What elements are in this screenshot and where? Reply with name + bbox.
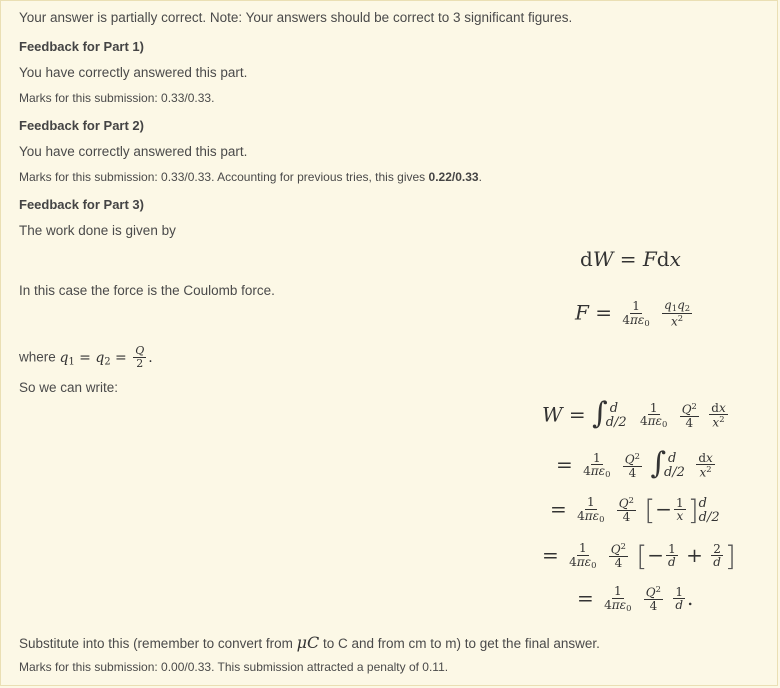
work-integral-row-3: = $\frac{1}{4\pi\varepsilon_0}$ $\frac{Q^2}{4}$ [− $\frac{1}{x}$ ] d d/2	[550, 493, 720, 527]
charge-equation: $q_1 = q_2$ = $\frac{Q}{2}$ .	[59, 344, 153, 370]
part3-marks: Marks for this submission: 0.00/0.33. This submission attracted a penalty of 0.11.	[19, 660, 449, 674]
part1-heading: Feedback for Part 1)	[19, 39, 144, 54]
charge-definition-line	[19, 345, 153, 370]
substitute-text-end: to C and from cm to m) to get the final answer.	[319, 636, 600, 651]
substitute-text-start: Substitute into this (remember to convert from	[19, 636, 297, 651]
microcoulomb-symbol: μC	[296, 633, 320, 652]
work-integral-row-1: W = ∫ d d/2 $\frac{1}{4\pi\varepsilon_0}$ $\frac{Q^2}{4}$ $\frac{dx}{x^2}$	[542, 396, 726, 431]
summary-text: Your answer is partially correct. Note: Your answers should be correct to 3 significant figures.	[19, 10, 573, 25]
part2-marks-prefix: Marks for this submission: 0.33/0.33. Accounting for previous tries, this gives	[19, 170, 429, 184]
part2-marks-adjusted: 0.22/0.33	[428, 170, 479, 184]
part2-marks	[19, 170, 482, 184]
work-differential-equation: dW = Fdx	[580, 247, 681, 271]
coulomb-text: In this case the force is the Coulomb force.	[19, 283, 275, 298]
where-text: where	[19, 349, 60, 365]
part2-message: You have correctly answered this part.	[19, 144, 248, 159]
work-integral-row-4: = $\frac{1}{4\pi\varepsilon_0}$ $\frac{Q^2}{4}$ [− $\frac{1}{d}$ + $\frac{2}{d}$ ]	[542, 539, 736, 573]
part2-heading: Feedback for Part 2)	[19, 118, 144, 133]
part2-marks-suffix: .	[478, 170, 482, 184]
work-integral-row-2: = $\frac{1}{4\pi\varepsilon_0}$ $\frac{Q^2}{4}$ ∫ d d/2 $\frac{dx}{x^2}$	[556, 446, 713, 481]
substitute-line	[19, 633, 600, 652]
part3-heading: Feedback for Part 3)	[19, 197, 144, 212]
part3-intro: The work done is given by	[19, 223, 176, 238]
coulomb-force-equation: F = $\frac{1}{4\pi\varepsilon_0}$ $\frac{q_1q_2}{x^2}$	[575, 298, 691, 329]
work-result-row: = $\frac{1}{4\pi\varepsilon_0}$ $\frac{Q^2}{4}$ $\frac{1}{d}$ .	[577, 584, 694, 614]
part1-message: You have correctly answered this part.	[19, 65, 248, 80]
so-text: So we can write:	[19, 380, 119, 395]
part1-marks: Marks for this submission: 0.33/0.33.	[19, 91, 215, 105]
